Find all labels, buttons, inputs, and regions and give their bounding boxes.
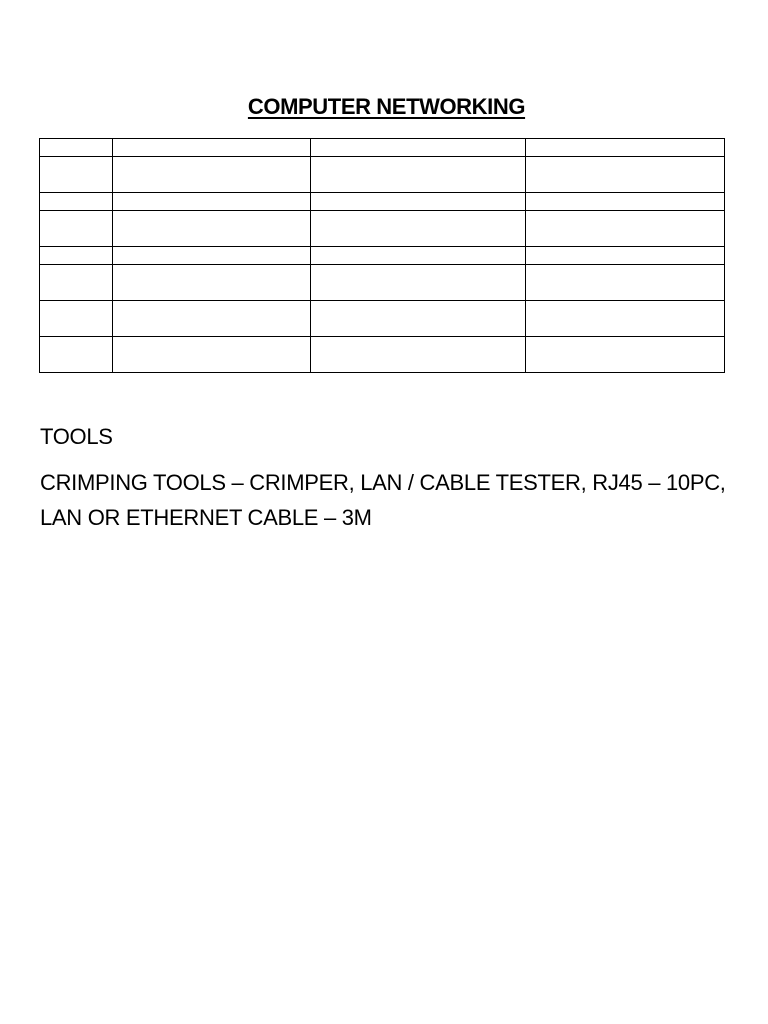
table-cell bbox=[311, 157, 526, 193]
table-cell bbox=[40, 337, 113, 373]
table-cell bbox=[311, 247, 526, 265]
table-cell bbox=[113, 337, 311, 373]
table-row bbox=[40, 337, 725, 373]
table-row bbox=[40, 157, 725, 193]
table-cell bbox=[526, 157, 725, 193]
table-cell bbox=[311, 139, 526, 157]
table-cell bbox=[40, 301, 113, 337]
table-row bbox=[40, 211, 725, 247]
table-cell bbox=[113, 301, 311, 337]
table-cell bbox=[40, 211, 113, 247]
table-cell bbox=[113, 247, 311, 265]
table-cell bbox=[40, 247, 113, 265]
table-row bbox=[40, 193, 725, 211]
table-cell bbox=[311, 301, 526, 337]
table-cell bbox=[113, 157, 311, 193]
table-cell bbox=[311, 265, 526, 301]
table-row bbox=[40, 301, 725, 337]
table-cell bbox=[526, 193, 725, 211]
table-row bbox=[40, 265, 725, 301]
table-cell bbox=[40, 157, 113, 193]
tools-line: CRIMPING TOOLS – CRIMPER, LAN / CABLE TESTER, RJ45 – 10PC, bbox=[40, 470, 726, 495]
table-cell bbox=[40, 265, 113, 301]
table-cell bbox=[311, 211, 526, 247]
page-title bbox=[0, 94, 768, 120]
table-cell bbox=[526, 301, 725, 337]
tools-heading: TOOLS bbox=[40, 424, 113, 449]
table-row bbox=[40, 139, 725, 157]
table-cell bbox=[526, 265, 725, 301]
table-cell bbox=[526, 139, 725, 157]
table-cell bbox=[113, 265, 311, 301]
table-cell bbox=[311, 193, 526, 211]
table-cell bbox=[526, 211, 725, 247]
table-cell bbox=[113, 193, 311, 211]
tools-list bbox=[40, 465, 730, 535]
page-title-text: COMPUTER NETWORKING bbox=[247, 94, 526, 119]
table-row bbox=[40, 247, 725, 265]
table-cell bbox=[113, 211, 311, 247]
table-cell bbox=[526, 247, 725, 265]
table-cell bbox=[40, 193, 113, 211]
table-cell bbox=[311, 337, 526, 373]
table-cell bbox=[113, 139, 311, 157]
tools-line: LAN OR ETHERNET CABLE – 3M bbox=[40, 505, 372, 530]
table-cell bbox=[40, 139, 113, 157]
empty-table bbox=[39, 138, 725, 373]
table-body bbox=[40, 139, 725, 373]
table-cell bbox=[526, 337, 725, 373]
